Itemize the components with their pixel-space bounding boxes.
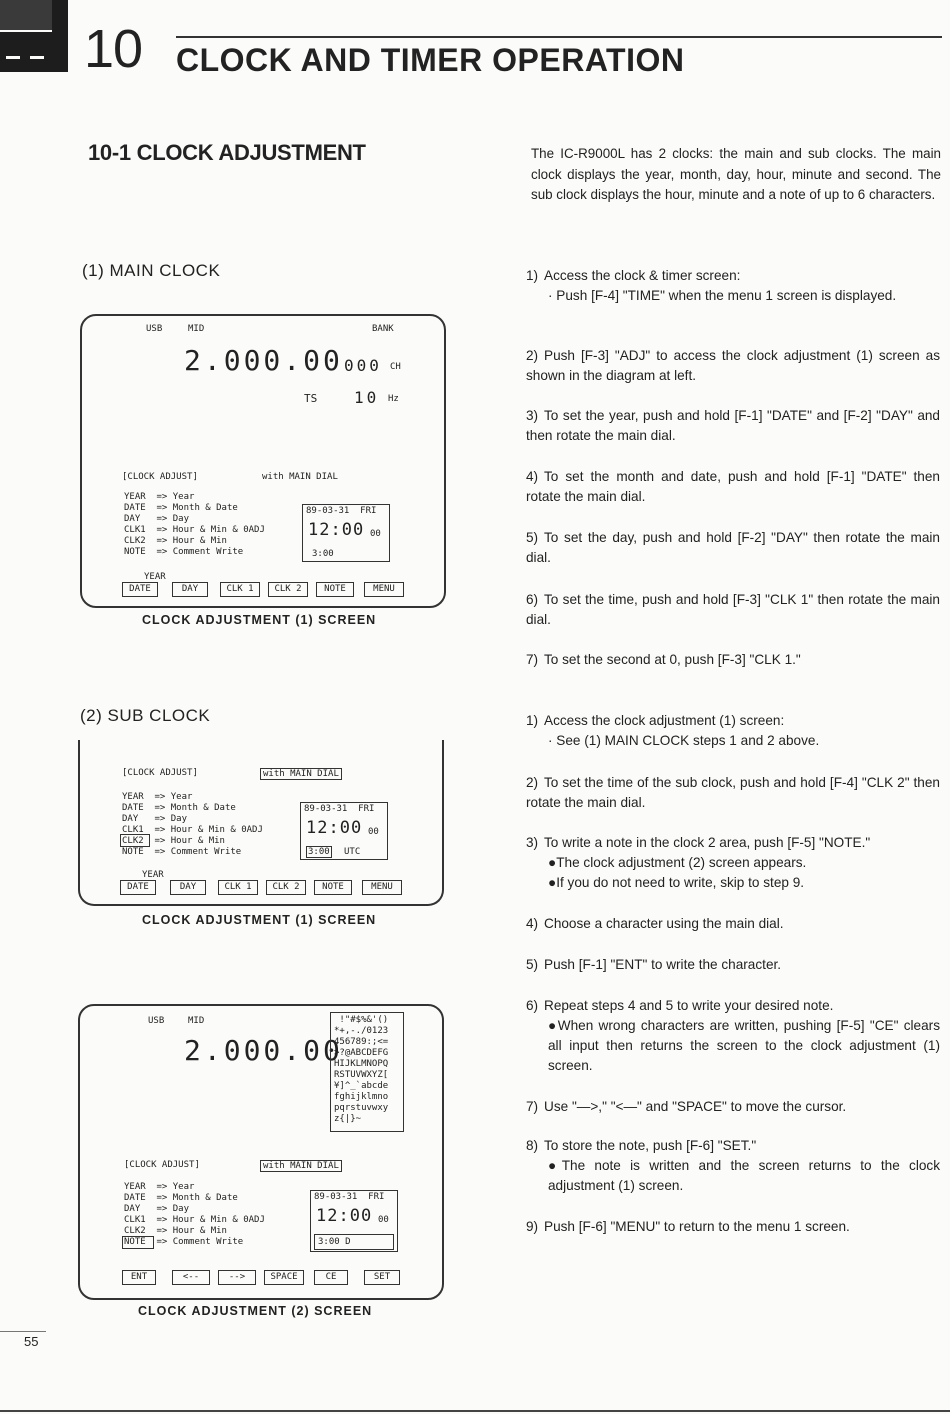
mode-label: USB	[146, 324, 163, 334]
clock-adjust-title: [CLOCK ADJUST]	[124, 1160, 200, 1170]
sub-step-5: 5) Push [F-1] "ENT" to write the character.	[526, 957, 782, 972]
sub-step-9: 9) Push [F-6] "MENU" to return to the menu 1 screen.	[526, 1219, 850, 1234]
sub-step-2: 2) To set the time of the sub clock, push and hold [F-4] "CLK 2" then rotate the main dial.	[526, 775, 940, 810]
row-year: YEAR => Year	[122, 792, 193, 802]
utc-label: UTC	[344, 847, 361, 857]
row-day: DAY => Day	[124, 514, 190, 524]
row-day: DAY => Day	[122, 814, 188, 824]
f1-date-key[interactable]: DATE	[122, 582, 158, 597]
sub-clock-heading: (2) SUB CLOCK	[80, 706, 211, 725]
chapter-number: 10	[84, 19, 143, 79]
sub-step-7: 7) Use "—>," "<—" and "SPACE" to move the cursor.	[526, 1099, 847, 1114]
page-number-rule	[0, 1331, 46, 1332]
row-note: NOTE => Comment Write	[124, 1237, 244, 1247]
charset-row[interactable]: RSTUVWXYZ[	[334, 1070, 389, 1080]
main-step-2: 2) Push [F-3] "ADJ" to access the clock adjustment (1) screen as shown in the diagram at left.	[526, 348, 940, 383]
sub-clock-readout: 3:00	[312, 549, 334, 559]
row-clk2: CLK2 => Hour & Min	[122, 836, 225, 846]
sub-clock-readout: 3:00	[308, 847, 330, 857]
f4-clk2-key[interactable]: CLK 2	[268, 582, 308, 597]
row-note: NOTE => Comment Write	[124, 547, 244, 557]
f2-day-key[interactable]: DAY	[172, 582, 208, 597]
note-input-readout: 3:00 D	[318, 1237, 351, 1247]
f1-ent-key[interactable]: ENT	[122, 1270, 156, 1285]
f3-clk1-key[interactable]: CLK 1	[220, 582, 260, 597]
date-readout: 89-03-31 FRI	[304, 804, 375, 814]
time-readout: 12:00	[316, 1206, 373, 1226]
bottom-rule	[0, 1410, 950, 1412]
sub-step-8: 8) To store the note, push [F-6] "SET." ●The note is written and the screen returns to the clock adjustment (1) screen.	[526, 1138, 940, 1193]
frequency-readout: 2.000.00	[184, 1034, 343, 1067]
charset-row[interactable]: ¥]^_`abcde	[334, 1081, 389, 1091]
channel-unit: CH	[390, 362, 401, 372]
main-step-6: 6) To set the time, push and hold [F-3] "CLK 1" then rotate the main dial.	[526, 592, 940, 627]
with-main-dial-label: with MAIN DIAL	[260, 768, 342, 780]
row-date: DATE => Month & Date	[124, 503, 238, 513]
seconds-readout: 00	[370, 529, 381, 539]
row-date: DATE => Month & Date	[122, 803, 236, 813]
screen1-caption: CLOCK ADJUSTMENT (1) SCREEN	[142, 613, 377, 627]
clock-adjust-title: [CLOCK ADJUST]	[122, 768, 198, 778]
time-readout: 12:00	[306, 818, 363, 838]
sub-step-4: 4) Choose a character using the main dial.	[526, 916, 784, 931]
time-readout: 12:00	[308, 520, 365, 540]
charset-row[interactable]: *+,-./0123	[334, 1026, 389, 1036]
f1-date-key[interactable]: DATE	[120, 880, 156, 895]
chapter-tab-marker	[0, 0, 68, 72]
clock-adjust-title: [CLOCK ADJUST]	[122, 472, 198, 482]
sub-step-3: 3) To write a note in the clock 2 area, push [F-5] "NOTE." ●The clock adjustment (2) screen appears. ●If you do not need to write, skip to step 9.	[526, 835, 871, 890]
charset-row[interactable]: fghijklmno	[334, 1092, 389, 1102]
intro-paragraph: The IC-R9000L has 2 clocks: the main and sub clocks. The main clock displays the year, month, day, hour, minute and second. The sub clock displays the hour, minute and a note of up to 6 characters.	[531, 146, 941, 202]
ts-label: TS	[304, 392, 318, 405]
f5-note-key[interactable]: NOTE	[314, 880, 352, 895]
f4-clk2-key[interactable]: CLK 2	[266, 880, 306, 895]
with-main-dial-label: with MAIN DIAL	[260, 1160, 342, 1172]
row-year: YEAR => Year	[124, 1182, 195, 1192]
f5-note-key[interactable]: NOTE	[316, 582, 354, 597]
row-date: DATE => Month & Date	[124, 1193, 238, 1203]
main-step-5: 5) To set the day, push and hold [F-2] "DAY" then rotate the main dial.	[526, 530, 940, 565]
charset-row[interactable]: >?@ABCDEFG	[334, 1048, 389, 1058]
f6-set-key[interactable]: SET	[364, 1270, 400, 1285]
year-bracket-label: YEAR	[142, 870, 164, 880]
charset-row[interactable]: !"#$%&'()	[334, 1015, 389, 1025]
f6-menu-key[interactable]: MENU	[364, 582, 404, 597]
f2-cursor-left-key[interactable]: <--	[172, 1270, 210, 1285]
title-rule	[176, 36, 942, 38]
year-bracket-label: YEAR	[144, 572, 166, 582]
clock-adjustment-1-screen	[80, 314, 446, 608]
f4-space-key[interactable]: SPACE	[264, 1270, 304, 1285]
f5-ce-key[interactable]: CE	[314, 1270, 348, 1285]
mode-label: USB	[148, 1016, 165, 1026]
screen2-caption: CLOCK ADJUSTMENT (1) SCREEN	[142, 913, 377, 927]
ts-value: 10	[354, 388, 380, 407]
main-step-7: 7) To set the second at 0, push [F-3] "CLK 1."	[526, 652, 801, 667]
row-clk2: CLK2 => Hour & Min	[124, 1226, 227, 1236]
note-input-box	[314, 1234, 394, 1250]
row-clk1: CLK1 => Hour & Min & 0ADJ	[124, 525, 265, 535]
sub-step-1: 1) Access the clock adjustment (1) screen: · See (1) MAIN CLOCK steps 1 and 2 above.	[526, 713, 820, 748]
main-clock-heading: (1) MAIN CLOCK	[82, 261, 221, 280]
vfo-label: MID	[188, 1016, 205, 1026]
main-step-1: 1) Access the clock & timer screen: · Push [F-4] "TIME" when the menu 1 screen is displayed.	[526, 268, 897, 303]
f6-menu-key[interactable]: MENU	[362, 880, 402, 895]
main-step-3: 3) To set the year, push and hold [F-1] "DATE" and [F-2] "DAY" and then rotate the main dial.	[526, 408, 940, 443]
with-main-dial-label: with MAIN DIAL	[262, 472, 338, 482]
vfo-label: MID	[188, 324, 205, 334]
screen3-caption: CLOCK ADJUSTMENT (2) SCREEN	[138, 1304, 373, 1318]
row-clk1: CLK1 => Hour & Min & 0ADJ	[122, 825, 263, 835]
section-title: 10-1 CLOCK ADJUSTMENT	[88, 140, 366, 165]
ts-unit: Hz	[388, 394, 399, 404]
charset-row[interactable]: z{|}~	[334, 1114, 362, 1124]
page-number: 55	[24, 1334, 39, 1349]
date-readout: 89-03-31 FRI	[314, 1192, 385, 1202]
row-clk2: CLK2 => Hour & Min	[124, 536, 227, 546]
f3-cursor-right-key[interactable]: -->	[218, 1270, 256, 1285]
clk2-highlight	[120, 834, 150, 847]
sub-step-6: 6) Repeat steps 4 and 5 to write your desired note. ●When wrong characters are written, pushing [F-5] "CE" clears all input then returns the screen to the clock adjustment (1) screen.	[526, 998, 940, 1073]
f2-day-key[interactable]: DAY	[170, 880, 206, 895]
chapter-title: CLOCK AND TIMER OPERATION	[176, 42, 685, 78]
seconds-readout: 00	[378, 1215, 389, 1225]
row-note: NOTE => Comment Write	[122, 847, 242, 857]
bank-label: BANK	[372, 324, 394, 334]
channel-number: 000	[344, 356, 382, 375]
charset-row[interactable]: pqrstuvwxy	[334, 1103, 389, 1113]
charset-row[interactable]: 456789:;<=	[334, 1037, 389, 1047]
row-clk1: CLK1 => Hour & Min & 0ADJ	[124, 1215, 265, 1225]
main-step-4: 4) To set the month and date, push and hold [F-1] "DATE" then rotate the main dial.	[526, 469, 940, 504]
clock-adjustment-2-screen	[78, 1004, 444, 1300]
frequency-readout: 2.000.00	[184, 344, 343, 377]
date-readout: 89-03-31 FRI	[306, 506, 377, 516]
seconds-readout: 00	[368, 827, 379, 837]
clock-adjustment-1-screen-sub	[78, 740, 444, 906]
note-highlight	[122, 1236, 154, 1249]
row-day: DAY => Day	[124, 1204, 190, 1214]
charset-row[interactable]: HIJKLMNOPQ	[334, 1059, 389, 1069]
f3-clk1-key[interactable]: CLK 1	[218, 880, 258, 895]
row-year: YEAR => Year	[124, 492, 195, 502]
